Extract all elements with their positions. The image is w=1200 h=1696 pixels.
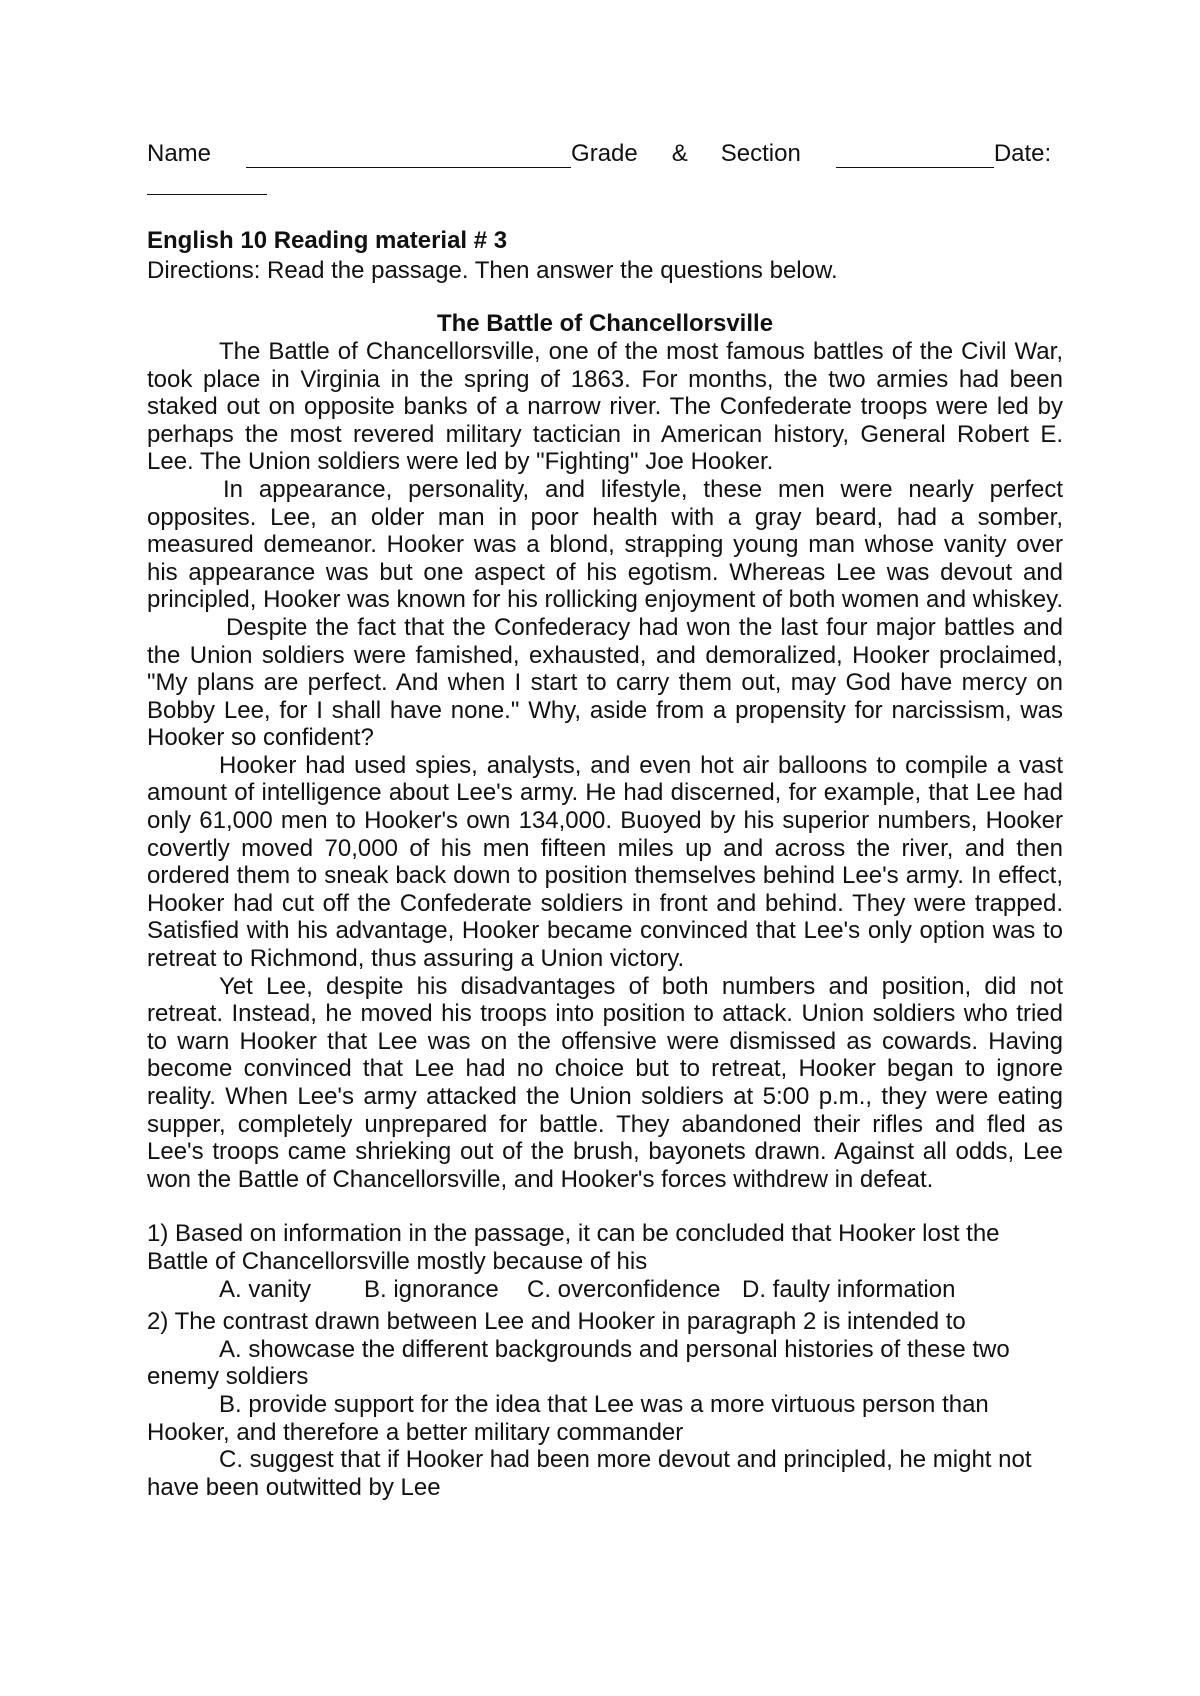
passage-paragraph-3: Despite the fact that the Confederacy had won the last four major battles and the Union soldiers were famished, exhausted, and demoralized, Hooker proclaimed, "My plans are perfect. And when I start to carry them out, may God have mercy on Bobby Lee, for I shall have none." Why, aside from a propensity for narcissism, was Hooker so confident?	[147, 613, 1063, 752]
passage-paragraph-5: Yet Lee, despite his disadvantages of both numbers and position, did not retreat. Instead, he moved his troops into position to attack. Union soldiers who tried to warn Hooker that Lee was on the offensive were dismissed as cowards. Having become convinced that Lee had no choice but to retreat, Hooker began to ignore reality. When Lee's army attacked the Union soldiers at 5:00 p.m., they were eating supper, completely unprepared for battle. They abandoned their rifles and fled as Lee's troops came shrieking out of the brush, bayonets drawn. Against all odds, Lee won the Battle of Chancellorsville, and Hooker's forces withdrew in defeat.	[147, 972, 1063, 1193]
question-1-choice-c: C. overconfidence	[527, 1275, 721, 1303]
directions-text: Directions: Read the passage. Then answer the questions below.	[147, 256, 838, 284]
student-info-line	[147, 140, 1063, 168]
question-1-choices	[219, 1276, 1063, 1304]
passage-paragraph-1: The Battle of Chancellorsville, one of the most famous battles of the Civil War, took place in Virginia in the spring of 1863. For months, the two armies had been staked out on opposite banks of a narrow river. The Confederate troops were led by perhaps the most revered military tactician in American history, General Robert E. Lee. The Union soldiers were led by "Fighting" Joe Hooker.	[147, 337, 1063, 476]
ampersand: &	[671, 140, 688, 167]
question-1-choice-b: B. ignorance	[364, 1275, 499, 1303]
question-2-choice-b: B. provide support for the idea that Lee was a more virtuous person than Hooker, and therefore a better military commander	[147, 1390, 989, 1446]
name-blank	[246, 145, 571, 168]
section-blank	[836, 145, 994, 168]
grade-label: Grade	[571, 140, 638, 167]
passage-title: The Battle of Chancellorsville	[436, 310, 774, 338]
question-2-stem: 2) The contrast drawn between Lee and Hooker in paragraph 2 is intended to	[147, 1308, 966, 1336]
question-1-choice-d: D. faulty information	[742, 1275, 956, 1303]
section-label: Section	[720, 140, 801, 167]
worksheet-page	[147, 140, 1063, 1501]
date-blank	[147, 172, 267, 195]
date-label: Date:	[993, 140, 1052, 167]
questions-section	[147, 1220, 1063, 1501]
question-2-choice-a: A. showcase the different backgrounds and personal histories of these two enemy soldiers	[147, 1335, 1010, 1391]
question-1-choice-a: A. vanity	[219, 1275, 312, 1303]
passage-paragraph-4: Hooker had used spies, analysts, and even hot air balloons to compile a vast amount of intelligence about Lee's army. He had discerned, for example, that Lee had only 61,000 men to Hooker's own 134,000. Buoyed by his superior numbers, Hooker covertly moved 70,000 of his men fifteen miles up and across the river, and then ordered them to sneak back down to position themselves behind Lee's army. In effect, Hooker had cut off the Confederate soldiers in front and behind. They were trapped. Satisfied with his advantage, Hooker became convinced that Lee's only option was to retreat to Richmond, thus assuring a Union victory.	[147, 751, 1063, 973]
question-2-choice-c: C. suggest that if Hooker had been more devout and principled, he might not have been outwitted by Lee	[147, 1446, 1032, 1501]
passage-paragraph-2: In appearance, personality, and lifestyle, these men were nearly perfect opposites. Lee, an older man in poor health with a gray beard, had a somber, measured demeanor. Hooker was a blond, strapping young man whose vanity over his appearance was but one aspect of his egotism. Whereas Lee was devout and principled, Hooker was known for his rollicking enjoyment of both women and whiskey.	[147, 475, 1063, 614]
material-title: English 10 Reading material # 3	[147, 227, 508, 255]
question-1-stem: 1) Based on information in the passage, it can be concluded that Hooker lost the Battle of Chancellorsville mostly because of his	[147, 1220, 1000, 1275]
name-label: Name	[147, 140, 212, 167]
